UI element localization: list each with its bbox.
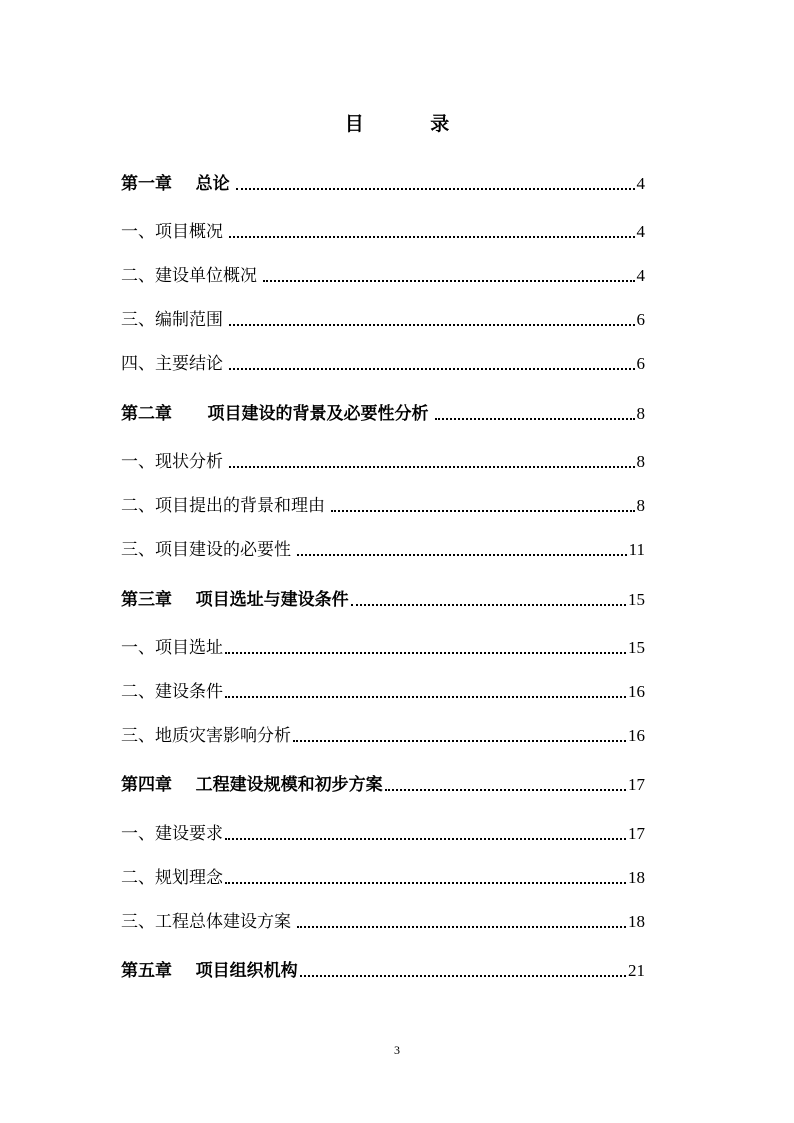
toc-entry-section[interactable] (121, 682, 645, 702)
toc-entry-chapter-3[interactable] (121, 590, 645, 610)
dot-leader (385, 789, 626, 791)
dot-leader (297, 926, 626, 928)
dot-leader (229, 324, 635, 326)
toc-entry-section[interactable] (121, 638, 645, 658)
toc-entry-section[interactable] (121, 310, 645, 330)
toc-entry-page: 17 (628, 775, 645, 794)
toc-entry-page: 15 (628, 638, 645, 657)
toc-entry-label: 三、地质灾害影响分析 (121, 726, 291, 746)
toc-entry-section[interactable] (121, 726, 645, 746)
dot-leader (236, 188, 635, 190)
dot-leader (435, 418, 635, 420)
toc-entry-label: 二、建设单位概况 (121, 266, 257, 286)
toc-entry-chapter-4[interactable] (121, 775, 645, 795)
toc-entry-label: 二、项目提出的背景和理由 (121, 496, 325, 516)
dot-leader (225, 882, 626, 884)
toc-entry-page: 16 (628, 726, 645, 745)
toc-entry-label: 四、主要结论 (121, 354, 223, 374)
toc-entry-section[interactable] (121, 452, 645, 472)
dot-leader (293, 740, 626, 742)
toc-entry-label: 一、项目概况 (121, 222, 223, 242)
dot-leader (229, 236, 635, 238)
dot-leader (297, 554, 627, 556)
toc-entry-section[interactable] (121, 540, 645, 560)
dot-leader (331, 510, 635, 512)
toc-entry-label: 第三章 项目选址与建设条件 (121, 590, 349, 610)
toc-entry-label: 二、规划理念 (121, 868, 223, 888)
toc-title: 目 录 (344, 113, 480, 135)
toc-entry-label: 三、项目建设的必要性 (121, 540, 291, 560)
toc-entry-page: 8 (636, 404, 645, 423)
toc-entry-section[interactable] (121, 222, 645, 242)
toc-entry-page: 8 (636, 452, 645, 471)
toc-entry-page: 4 (636, 266, 645, 285)
toc-entry-page: 6 (636, 310, 645, 329)
toc-entry-section[interactable] (121, 824, 645, 844)
toc-entry-chapter-2[interactable] (121, 404, 645, 424)
dot-leader (225, 838, 626, 840)
toc-entry-page: 18 (628, 912, 645, 931)
toc-entry-label: 三、工程总体建设方案 (121, 912, 291, 932)
toc-entry-section[interactable] (121, 266, 645, 286)
toc-entry-page: 11 (628, 540, 645, 559)
toc-entry-label: 第四章 工程建设规模和初步方案 (121, 775, 383, 795)
toc-entry-chapter-5[interactable] (121, 961, 645, 981)
dot-leader (351, 604, 626, 606)
dot-leader (225, 652, 626, 654)
toc-entry-label: 第二章 项目建设的背景及必要性分析 (121, 404, 429, 424)
dot-leader (229, 368, 635, 370)
toc-entry-page: 6 (636, 354, 645, 373)
dot-leader (229, 466, 635, 468)
toc-entry-label: 二、建设条件 (121, 682, 223, 702)
dot-leader (263, 280, 635, 282)
toc-entry-page: 21 (628, 961, 645, 980)
toc-entry-label: 三、编制范围 (121, 310, 223, 330)
toc-entry-chapter-1[interactable] (121, 174, 645, 194)
toc-entry-section[interactable] (121, 868, 645, 888)
toc-entry-label: 一、现状分析 (121, 452, 223, 472)
toc-entry-section[interactable] (121, 912, 645, 932)
toc-entry-section[interactable] (121, 354, 645, 374)
toc-entry-section[interactable] (121, 496, 645, 516)
toc-entry-label: 一、建设要求 (121, 824, 223, 844)
toc-entry-label: 第一章 总论 (121, 174, 230, 194)
toc-entry-page: 4 (636, 174, 645, 193)
toc-entry-page: 15 (628, 590, 645, 609)
page-number: 3 (394, 1043, 400, 1057)
toc-entry-page: 18 (628, 868, 645, 887)
toc-entry-label: 第五章 项目组织机构 (121, 961, 298, 981)
toc-entry-page: 17 (628, 824, 645, 843)
toc-entry-page: 4 (636, 222, 645, 241)
dot-leader (225, 696, 626, 698)
toc-entry-page: 16 (628, 682, 645, 701)
toc-entry-page: 8 (636, 496, 645, 515)
dot-leader (300, 975, 626, 977)
toc-entry-label: 一、项目选址 (121, 638, 223, 658)
